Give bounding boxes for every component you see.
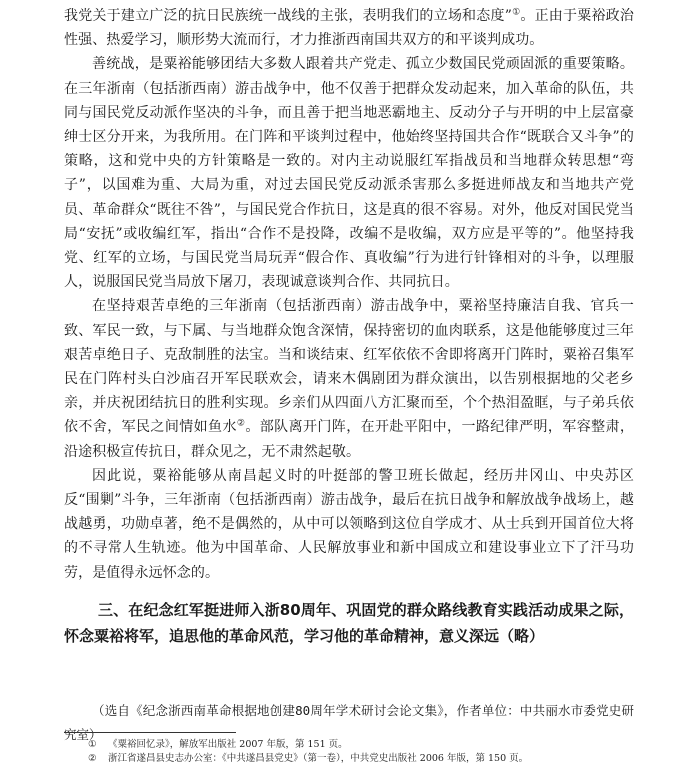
section-heading: 三、在纪念红军挺进师入浙80周年、巩固党的群众路线教育实践活动成果之际，怀念粟裕将军，追思他的革命风范，学习他的革命精神，意义深远（略） xyxy=(64,600,634,645)
paragraph-3-tail: 。部队离开门阵，在开赴平阳中，一路纪律严明，军容整肃，沿途积极宣传抗日，群众见之，无不肃然起敬。 xyxy=(64,419,635,460)
paragraph-2: 善统战，是粟裕能够团结大多数人跟着共产党走、孤立少数国民党顽固派的重要策略。在三年浙南（包括浙西南）游击战争中，他不仅善于把群众发动起来，加入革命的队伍，共同与国民党反动派作坚决的斗争，而且善于把当地恶霸地主、反动分子与开明的中上层富豪绅士区分开来，为我所用。在门阵和平谈判过程中，他始终坚持国共合作“既联合又斗争”的策略，这和党中央的方针策略是一致的。对内主动说服红军指战员和当地群众转思想“弯子”，以国难为重、大局为重，对过去国民党反动派杀害那么多挺进师战友和当地共产党员、革命群众“既往不咎”，与国民党合作抗日，这是真的很不容易。对外，他反对国民党当局“安抚”或收编红军，指出“合作不是投降，改编不是收编，双方应是平等的”。他坚持我党、红军的立场，与国民党当局玩弄“假合作、真收编”行为进行针锋相对的斗争，以理服人，说服国民党当局放下屠刀，表现诚意谈判合作、共同抗日。 xyxy=(64,56,634,291)
footnotes xyxy=(88,738,528,766)
source-note: （选自《纪念浙西南革命根据地创建80周年学术研讨会论文集》，作者单位：中共丽水市委党史研究室） xyxy=(64,702,634,742)
footnote-1-number: ① xyxy=(88,739,97,750)
paragraph-3-text: 在坚持艰苦卓绝的三年浙南（包括浙西南）游击战争中，粟裕坚持廉洁自我、官兵一致、军民一致，与下属、与当地群众饱含深情，保持密切的血肉联系，这是他能够度过三年艰苦卓绝日子、克敌制胜的法宝。当和谈结束、红军依依不舍即将离开门阵时，粟裕召集军民在门阵村头白沙庙召开军民联欢会，请来木偶剧团为群众演出，以告别根据地的父老乡亲，并庆祝团结抗日的胜利实现。乡亲们从四面八方汇聚而至，个个热泪盈眶，与子弟兵依依不舍，军民之间情如鱼水 xyxy=(64,298,634,436)
paragraph-1-text: 我党关于建立广泛的抗日民族统一战线的主张，表明我们的立场和态度” xyxy=(64,8,512,24)
footnote-2 xyxy=(88,752,528,766)
footnote-2-text: 浙江省遂昌县史志办公室：《中共遂昌县党史》（第一卷），中共党史出版社 2006 年版，第 150 页。 xyxy=(108,753,529,764)
article-body xyxy=(64,4,634,747)
footnote-ref-1[interactable]: ① xyxy=(511,7,521,18)
footnote-1 xyxy=(88,738,528,752)
paragraph-3 xyxy=(64,294,634,463)
footnote-2-number: ② xyxy=(88,753,97,764)
paragraph-1 xyxy=(64,4,634,52)
footnote-ref-2[interactable]: ② xyxy=(236,418,246,429)
paragraph-4: 因此说，粟裕能够从南昌起义时的叶挺部的警卫班长做起，经历井冈山、中央苏区反“围剿”斗争，三年浙南（包括浙西南）游击战争，最后在抗日战争和解放战争战场上，越战越勇，功勋卓著，绝不是偶然的，从中可以领略到这位自学成才、从士兵到开国首位大将的不寻常人生轨迹。他为中国革命、人民解放事业和新中国成立和建设事业立下了汗马功劳，是值得永远怀念的。 xyxy=(64,467,634,581)
footnote-1-text: 《粟裕回忆录》，解放军出版社 2007 年版，第 151 页。 xyxy=(108,739,348,750)
footnote-divider xyxy=(64,732,236,733)
paragraph-1-tail: 。正由于粟裕政治性强、热爱学习，顺形势大流而行，才力推浙西南国共双方的和平谈判成功。 xyxy=(64,8,634,49)
